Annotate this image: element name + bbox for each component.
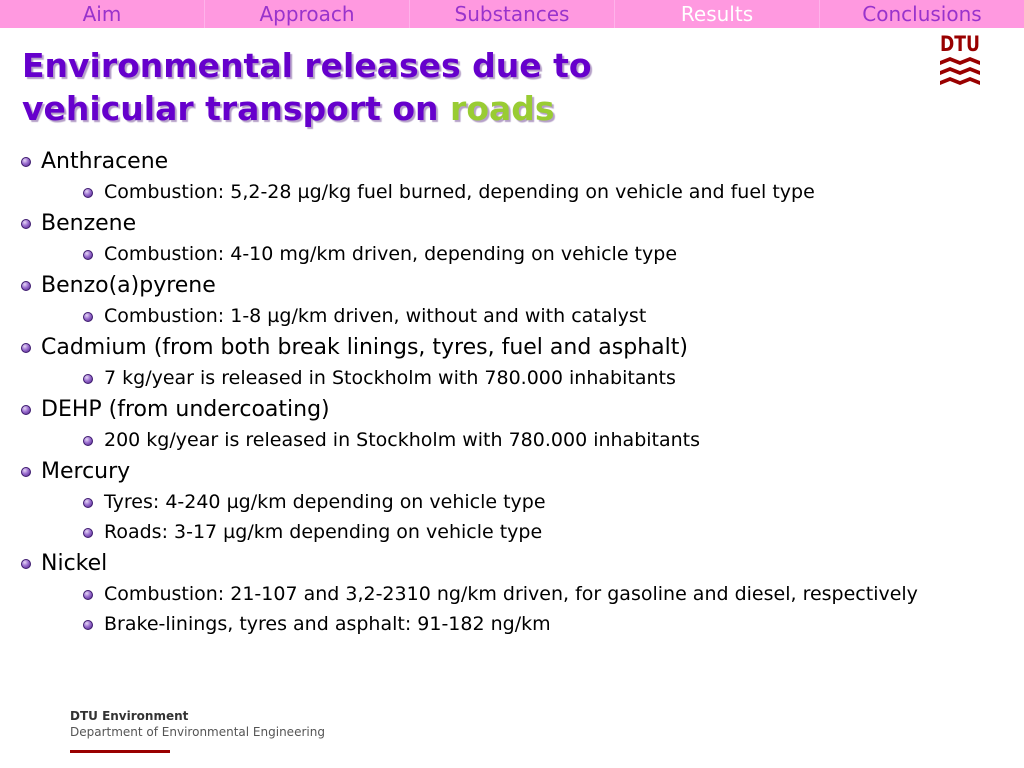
detail-list	[41, 582, 1008, 637]
dtu-logo	[936, 30, 984, 94]
nav-item-results[interactable]: Results	[615, 0, 820, 28]
bullet-icon	[83, 436, 93, 446]
detail-text: Roads: 3-17 µg/km depending on vehicle type	[104, 521, 543, 543]
nav-item-approach[interactable]: Approach	[205, 0, 410, 28]
detail-text: Combustion: 21-107 and 3,2-2310 ng/km driven, for gasoline and diesel, respectively	[104, 583, 918, 605]
detail-item	[79, 428, 1008, 453]
detail-list	[41, 304, 1008, 329]
title-line-2: vehicular transport on	[22, 89, 439, 128]
bullet-icon	[21, 467, 31, 477]
detail-item	[79, 366, 1008, 391]
bullet-icon	[21, 157, 31, 167]
detail-text: Combustion: 5,2-28 µg/kg fuel burned, depending on vehicle and fuel type	[104, 181, 815, 203]
substance-item	[18, 550, 1008, 637]
substance-label: Anthracene	[41, 149, 169, 174]
substance-item	[18, 210, 1008, 267]
bullet-icon	[21, 281, 31, 291]
slide-title	[22, 44, 592, 130]
footer-org: DTU Environment	[70, 709, 189, 723]
detail-item	[79, 582, 1008, 607]
substance-item	[18, 148, 1008, 205]
bullet-icon	[83, 620, 93, 630]
dtu-logo-mark	[940, 57, 980, 85]
substance-label: Nickel	[41, 551, 108, 576]
footer-department: Department of Environmental Engineering	[70, 725, 325, 739]
detail-item	[79, 490, 1008, 515]
dtu-logo-text: DTU	[940, 32, 980, 56]
slide-content	[18, 144, 1008, 642]
detail-text: 200 kg/year is released in Stockholm with 780.000 inhabitants	[104, 429, 701, 451]
detail-text: Combustion: 4-10 mg/km driven, depending on vehicle type	[104, 243, 678, 265]
bullet-icon	[83, 498, 93, 508]
detail-text: Combustion: 1-8 µg/km driven, without and with catalyst	[104, 305, 647, 327]
title-line-1: Environmental releases due to	[22, 46, 592, 85]
substance-item	[18, 458, 1008, 545]
substance-label: Cadmium (from both break linings, tyres, fuel and asphalt)	[41, 335, 688, 360]
substance-list	[18, 148, 1008, 637]
bullet-icon	[21, 559, 31, 569]
nav-item-conclusions[interactable]: Conclusions	[862, 2, 982, 26]
detail-item	[79, 242, 1008, 267]
detail-list	[41, 180, 1008, 205]
substance-label: Benzene	[41, 211, 137, 236]
bullet-icon	[21, 405, 31, 415]
detail-item	[79, 612, 1008, 637]
detail-list	[41, 366, 1008, 391]
detail-item	[79, 304, 1008, 329]
nav-item-substances[interactable]: Substances	[410, 0, 615, 28]
substance-item	[18, 334, 1008, 391]
bullet-icon	[83, 590, 93, 600]
detail-list	[41, 490, 1008, 545]
bullet-icon	[83, 312, 93, 322]
detail-item	[79, 180, 1008, 205]
bullet-icon	[83, 528, 93, 538]
footer	[70, 708, 325, 753]
substance-label: Benzo(a)pyrene	[41, 273, 216, 298]
detail-item	[79, 520, 1008, 545]
substance-label: DEHP (from undercoating)	[41, 397, 330, 422]
bullet-icon	[83, 188, 93, 198]
detail-text: 7 kg/year is released in Stockholm with 780.000 inhabitants	[104, 367, 676, 389]
detail-list	[41, 242, 1008, 267]
bullet-icon	[83, 250, 93, 260]
bullet-icon	[83, 374, 93, 384]
bullet-icon	[21, 343, 31, 353]
detail-text: Tyres: 4-240 µg/km depending on vehicle type	[104, 491, 546, 513]
nav-item-aim[interactable]: Aim	[0, 0, 205, 28]
title-accent-word: roads	[450, 89, 555, 128]
substance-label: Mercury	[41, 459, 131, 484]
bullet-icon	[21, 219, 31, 229]
detail-list	[41, 428, 1008, 453]
substance-item	[18, 396, 1008, 453]
footer-rule	[70, 750, 170, 753]
detail-text: Brake-linings, tyres and asphalt: 91-182 ng/km	[104, 613, 551, 635]
substance-item	[18, 272, 1008, 329]
section-nav	[0, 0, 1024, 28]
